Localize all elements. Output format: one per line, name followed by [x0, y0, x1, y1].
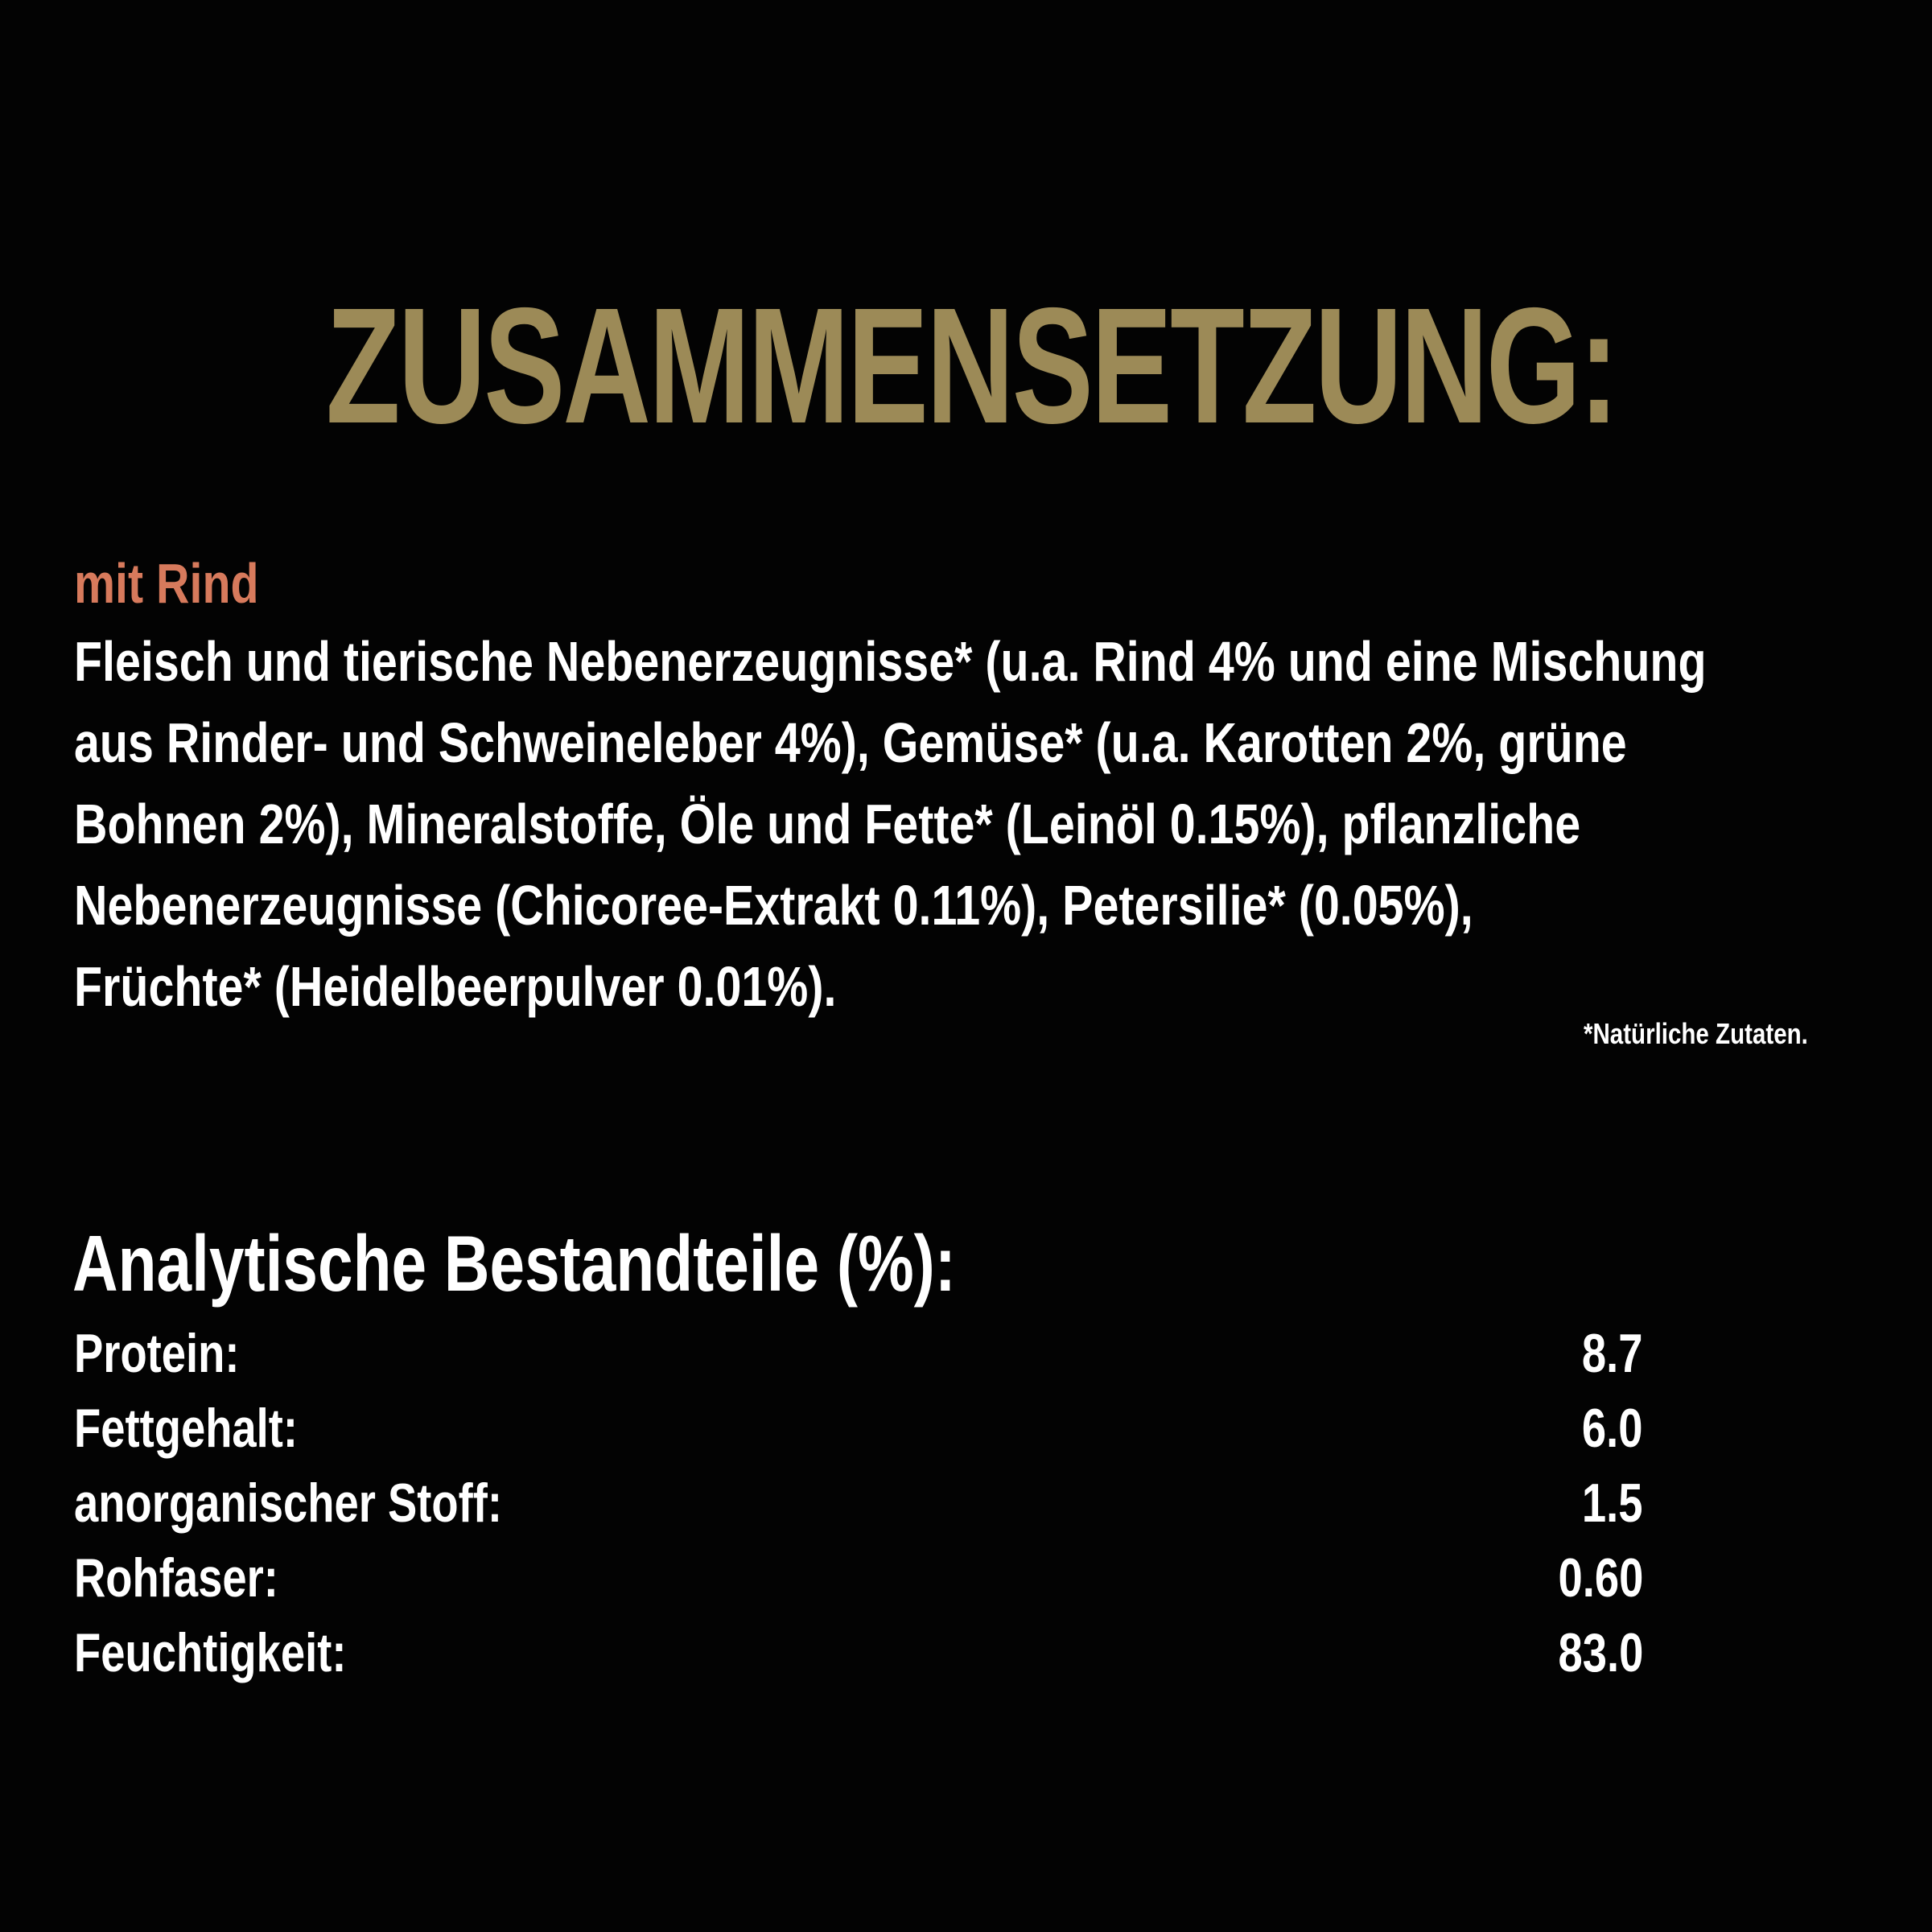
ingredients-text [74, 621, 1707, 1028]
composition-title: ZUSAMMENSETZUNG: [325, 274, 1617, 458]
analysis-label: Protein: [74, 1323, 240, 1384]
analysis-value: 0.60 [1558, 1547, 1643, 1609]
analysis-value: 8.7 [1582, 1323, 1643, 1384]
analysis-title: Analytische Bestandteile (%): [72, 1219, 956, 1308]
natural-ingredients-footnote: *Natürliche Zutaten. [1584, 1017, 1808, 1050]
ingredients-line: Nebenerzeugnisse (Chicoree-Extrakt 0.11%), Petersilie* (0.05%), [74, 874, 1473, 937]
analysis-value: 1.5 [1582, 1473, 1643, 1534]
ingredients-line: aus Rinder- und Schweineleber 4%), Gemüse* (u.a. Karotten 2%, grüne [74, 711, 1627, 774]
analysis-row-fat [74, 1391, 1643, 1466]
analysis-table [74, 1316, 1643, 1691]
analysis-label: Feuchtigkeit: [74, 1622, 347, 1683]
analysis-label: Fettgehalt: [74, 1398, 299, 1459]
analysis-label: Rohfaser: [74, 1547, 278, 1609]
ingredients-line: Bohnen 2%), Mineralstoffe, Öle und Fette* (Leinöl 0.15%), pflanzliche [74, 793, 1581, 855]
analysis-row-protein [74, 1316, 1643, 1391]
analysis-value: 83.0 [1558, 1622, 1643, 1683]
analysis-row-ash [74, 1466, 1643, 1541]
analysis-value: 6.0 [1582, 1398, 1643, 1459]
ingredients-line: Früchte* (Heidelbeerpulver 0.01%). [74, 955, 837, 1018]
ingredients-line: Fleisch und tierische Nebenerzeugnisse* (u.a. Rind 4% und eine Mischung [74, 630, 1707, 693]
variant-label: mit Rind [74, 552, 259, 615]
analysis-row-moisture [74, 1616, 1643, 1691]
analysis-label: anorganischer Stoff: [74, 1473, 502, 1534]
analysis-row-fiber [74, 1541, 1643, 1616]
